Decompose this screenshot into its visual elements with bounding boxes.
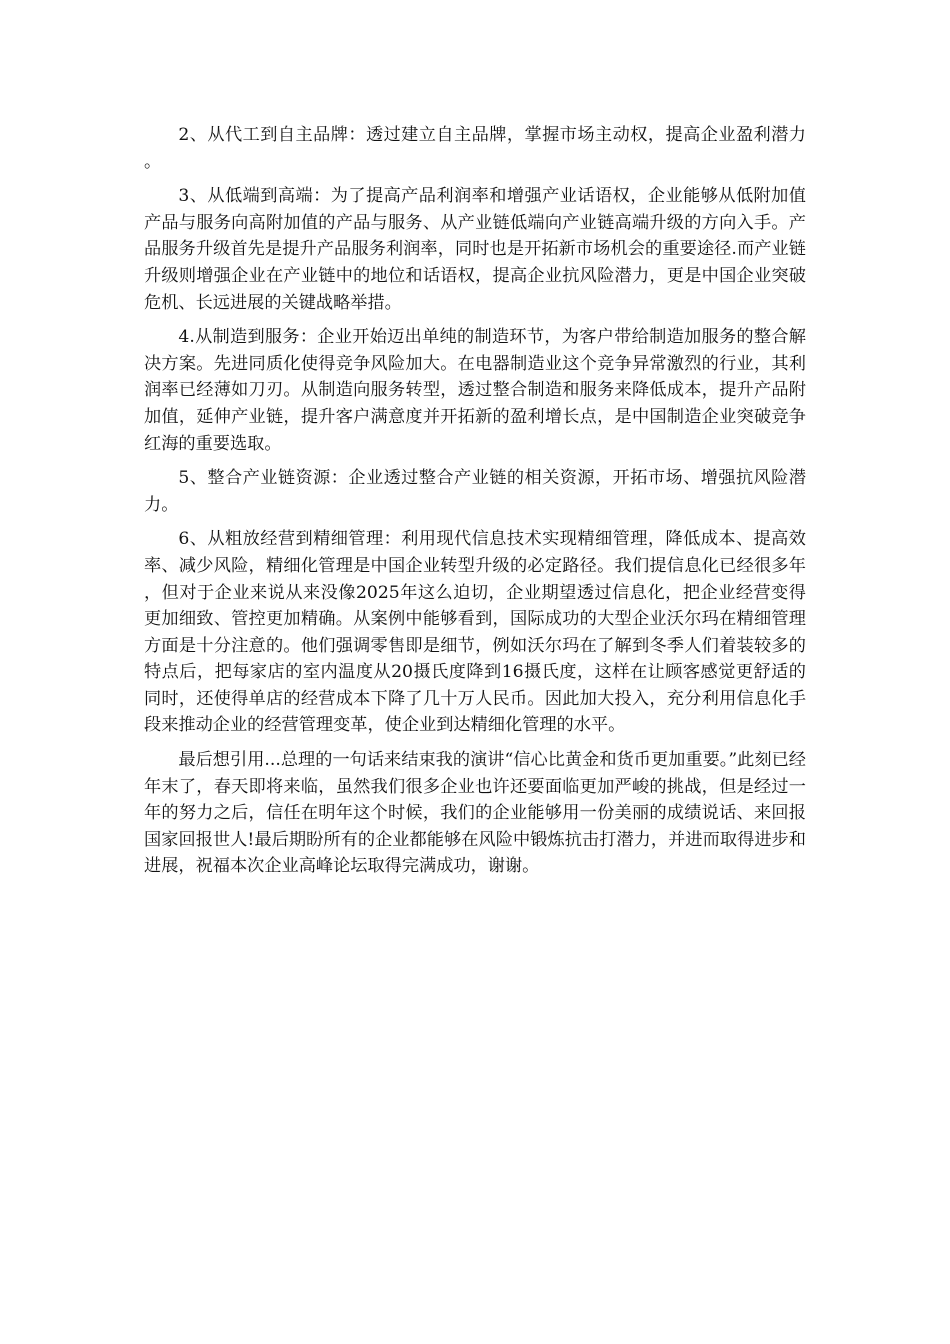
paragraph-closing-speech: 最后想引用...总理的一句话来结束我的演讲“信心比黄金和货币更加重要。”此刻已经年末了，春天即将来临，虽然我们很多企业也许还要面临更加严峻的挑战，但是经过一年的努力之后，信任在明年这个时候，我们的企业能够用一份美丽的成绩说话、来回报国家回报世人!最后期盼所有的企业都能够在风险中锻炼抗击打潜力，并进而取得进步和进展，祝福本次企业高峰论坛取得完满成功，谢谢。 [144, 750, 806, 877]
paragraph-industry-chain-resources: 5、整合产业链资源：企业透过整合产业链的相关资源，开拓市场、增强抗风险潜力。 [144, 468, 806, 515]
document-page [144, 122, 806, 888]
paragraph-fine-management: 6、从粗放经营到精细管理：利用现代信息技术实现精细管理，降低成本、提高效率、减少风险，精细化管理是中国企业转型升级的必定路径。我们提信息化已经很多年，但对于企业来说从来没像2025年这么迫切，企业期望透过信息化，把企业经营变得更加细致、管控更加精确。从案例中能够看到，国际成功的大型企业沃尔玛在精细管理方面是十分注意的。他们强调零售即是细节，例如沃尔玛在了解到冬季人们着装较多的特点后，把每家店的室内温度从20摄氏度降到16摄氏度，这样在让顾客感觉更舒适的同时，还使得单店的经营成本下降了几十万人民币。因此加大投入，充分利用信息化手段来推动企业的经营管理变革，使企业到达精细化管理的水平。 [144, 529, 806, 736]
paragraph-own-brand: 2、从代工到自主品牌：透过建立自主品牌，掌握市场主动权，提高企业盈利潜力。 [144, 125, 806, 172]
paragraph-low-to-high-end: 3、从低端到高端：为了提高产品利润率和增强产业话语权，企业能够从低附加值产品与服务向高附加值的产品与服务、从产业链低端向产业链高端升级的方向入手。产品服务升级首先是提升产品服务利润率，同时也是开拓新市场机会的重要途径.而产业链升级则增强企业在产业链中的地位和话语权，提高企业抗风险潜力，更是中国企业突破危机、长远进展的关键战略举措。 [144, 186, 806, 313]
paragraph-manufacturing-to-service: 4.从制造到服务：企业开始迈出单纯的制造环节，为客户带给制造加服务的整合解决方案。先进同质化使得竞争风险加大。在电器制造业这个竞争异常激烈的行业，其利润率已经薄如刀刃。从制造向服务转型，透过整合制造和服务来降低成本，提升产品附加值，延伸产业链，提升客户满意度并开拓新的盈利增长点，是中国制造企业突破竞争红海的重要选取。 [144, 327, 806, 454]
